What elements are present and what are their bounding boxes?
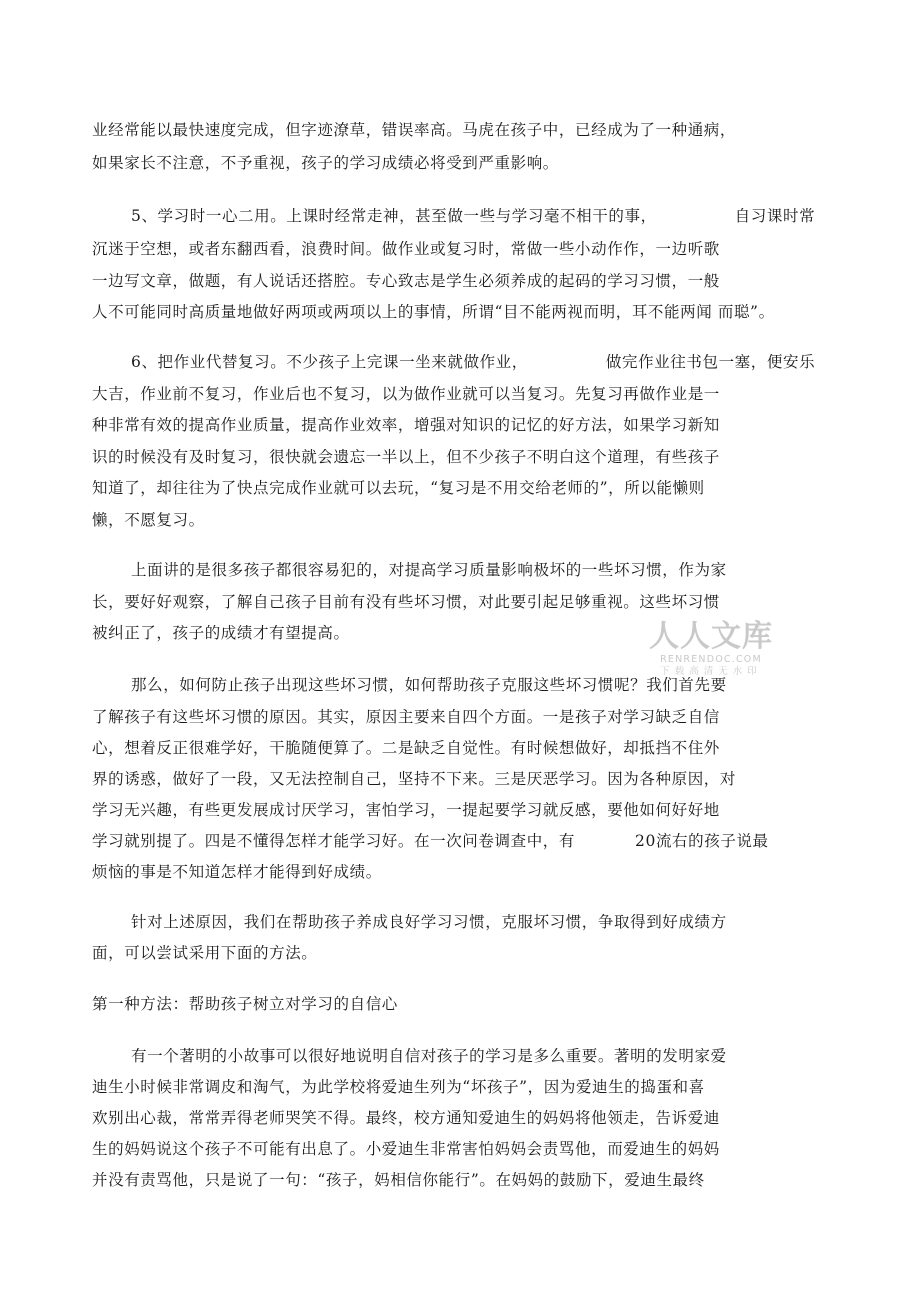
text-line: 了解孩子有这些坏习惯的原因。其实，原因主要来自四个方面。一是孩子对学习缺乏自信: [92, 708, 720, 726]
text-line: 一边写文章，做题，有人说话还搭腔。专心致志是学生必须养成的起码的学习习惯，一般: [92, 272, 720, 290]
text-line: 生的妈妈说这个孩子不可能有出息了。小爱迪生非常害怕妈妈会责骂他，而爱迪生的妈妈: [92, 1140, 720, 1158]
text-line: 大吉，作业前不复习，作业后也不复习，以为做作业就可以当复习。先复习再做作业是一: [92, 385, 720, 403]
watermark-subtitle: 下载高清无水印: [660, 666, 762, 677]
text-line: 长，要好好观察，了解自己孩子目前有没有些坏习惯，对此要引起足够重视。这些坏习惯: [92, 593, 720, 611]
text-line: 人不可能同时高质量地做好两项或两项以上的事情，所谓“目不能两视而明，耳不能两闻 而聪”。: [92, 303, 775, 321]
text-line: 如果家长不注意，不予重视，孩子的学习成绩必将受到严重影响。: [92, 154, 559, 172]
text-line: 种非常有效的提高作业质量，提高作业效率，增强对知识的记忆的好方法，如果学习新知: [92, 416, 720, 434]
text-line: 欢别出心裁，常常弄得老师哭笑不得。最终，校方通知爱迪生的妈妈将他领走，告诉爱迪: [92, 1109, 720, 1127]
text-line: 懒，不愿复习。: [92, 511, 205, 529]
text-segment: 20流右的孩子说最: [635, 832, 769, 850]
text-line: [131, 352, 815, 372]
text-line: 有一个著明的小故事可以很好地说明自信对孩子的学习是多么重要。著明的发明家爱: [131, 1047, 727, 1065]
text-segment: 5、学习时一心二用。上课时经常走神，甚至做一些与学习毫不相干的事，: [131, 207, 657, 225]
text-line: 那么，如何防止孩子出现这些坏习惯，如何帮助孩子克服这些坏习惯呢？我们首先要: [131, 676, 727, 694]
text-segment: 6、把作业代替复习。不少孩子上完课一坐来就做作业，: [131, 353, 528, 371]
text-line: 上面讲的是很多孩子都很容易犯的，对提高学习质量影响极坏的一些坏习惯，作为家: [131, 561, 727, 579]
text-line: 烦恼的事是不知道怎样才能得到好成绩。: [92, 863, 382, 881]
text-line: [131, 206, 815, 226]
section-heading: 第一种方法：帮助孩子树立对学习的自信心: [92, 995, 398, 1013]
text-line: 界的诱惑，做好了一段，又无法控制自己，坚持不下来。三是厌恶学习。因为各种原因，对: [92, 770, 737, 788]
text-line: 并没有责骂他，只是说了一句：“孩子，妈相信你能行”。在妈妈的鼓励下，爱迪生最终: [92, 1171, 705, 1189]
text-line: 识的时候没有及时复习，很快就会遗忘一半以上，但不少孩子不明白这个道理，有些孩子: [92, 448, 720, 466]
text-line: 针对上述原因，我们在帮助孩子养成良好学习习惯，克服坏习惯，争取得到好成绩方: [131, 913, 727, 931]
text-line: 沉迷于空想，或者东翻西看，浪费时间。做作业或复习时，常做一些小动作作，一边听歌: [92, 240, 720, 258]
text-line: 面，可以尝试采用下面的方法。: [92, 944, 318, 962]
text-line: 知道了，却往往为了快点完成作业就可以去玩，“复习是不用交给老师的”，所以能懒则: [92, 479, 705, 497]
text-line: 迪生小时候非常调皮和淘气，为此学校将爱迪生列为“坏孩子”，因为爱迪生的捣蛋和喜: [92, 1078, 705, 1096]
watermark-site: RENRENDOC.COM: [660, 654, 762, 665]
watermark-logo: 人人文库: [649, 619, 773, 654]
text-line: 心，想着反正很难学好，干脆随便算了。二是缺乏自觉性。有时候想做好，却抵挡不住外: [92, 739, 720, 757]
text-segment: 学习就别提了。四是不懂得怎样才能学习好。在一次问卷调查中，有: [92, 832, 576, 850]
text-segment: 做完作业往书包一塞，便安乐: [605, 353, 816, 371]
text-line: 业经常能以最快速度完成，但字迹潦草，错误率高。马虎在孩子中，已经成为了一种通病，: [92, 121, 737, 139]
text-segment: 自习课时常: [734, 207, 816, 225]
watermark: [646, 620, 776, 678]
text-line: 被纠正了，孩子的成绩才有望提高。: [92, 624, 350, 642]
text-line: 学习无兴趣，有些更发展成讨厌学习，害怕学习，一提起要学习就反感，要他如何好好地: [92, 801, 720, 819]
text-line: [92, 831, 769, 851]
